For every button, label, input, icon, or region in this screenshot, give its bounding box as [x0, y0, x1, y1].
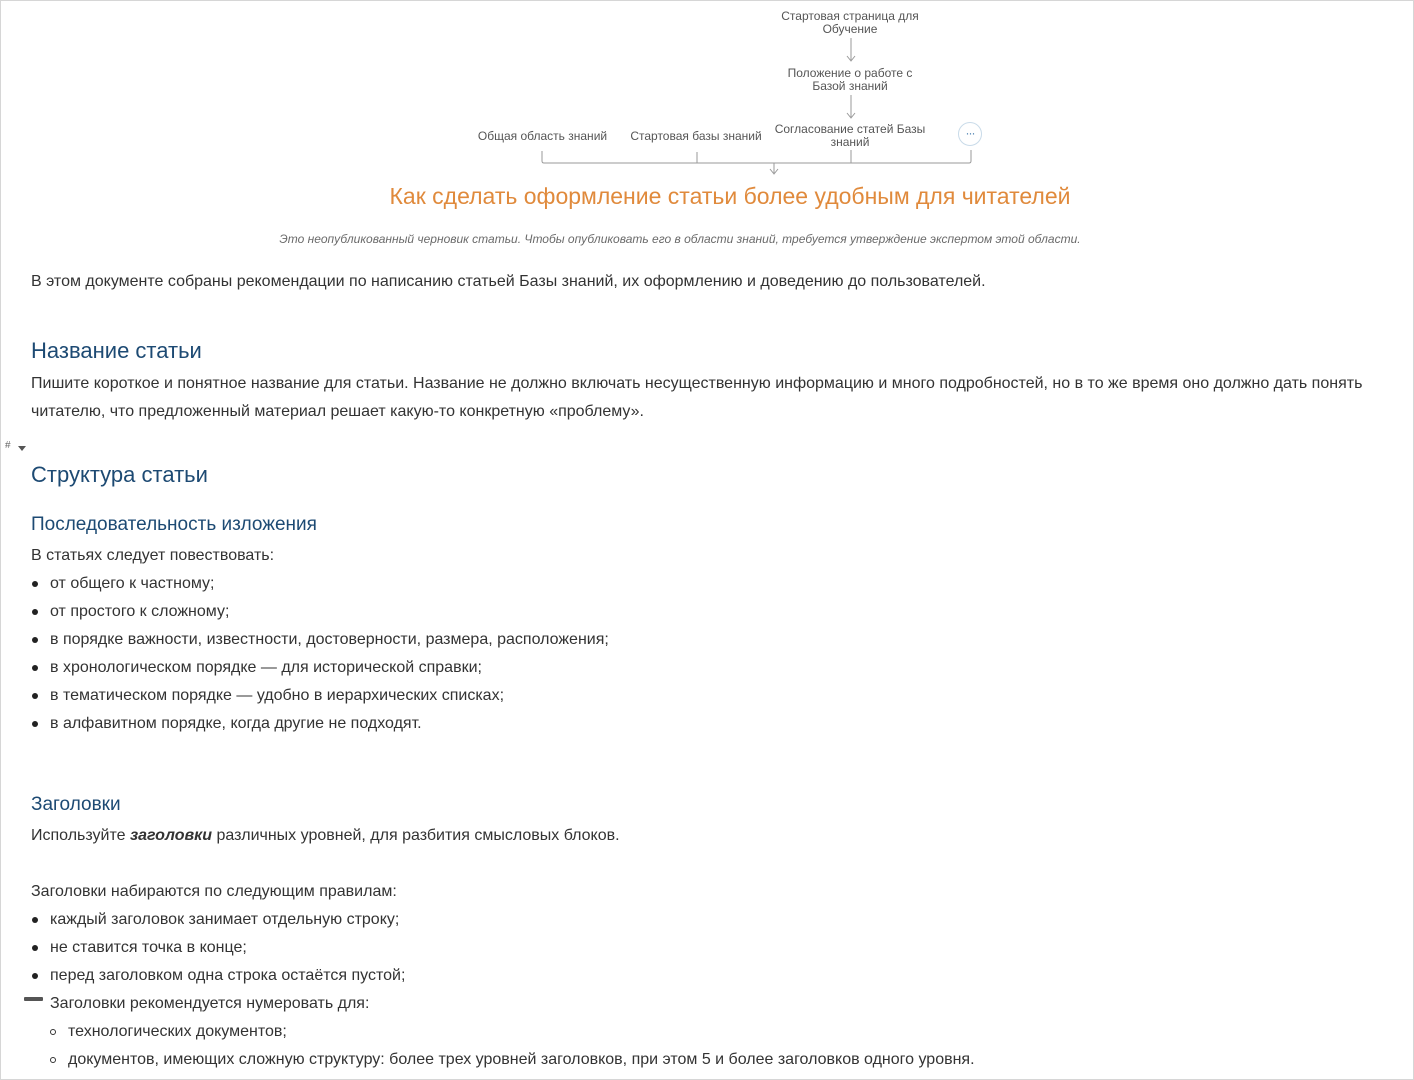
headings-usage-paragraph: Используйте заголовки различных уровней, для разбития смысловых блоков. [31, 827, 620, 844]
list-item: в алфавитном порядке, когда другие не подходят. [31, 710, 1406, 738]
bullet-icon [32, 945, 38, 951]
draft-notice: Это неопубликованный черновик статьи. Чтобы опубликовать его в области знаний, требуется утверждение экспертом этой области. [279, 232, 1081, 246]
collapse-caret-icon[interactable] [18, 446, 26, 451]
circle-bullet-icon [50, 1057, 56, 1063]
breadcrumb-kb-regulation[interactable]: Положение о работе с Базой знаний [787, 66, 913, 93]
bullet-icon [32, 693, 38, 699]
list-item: не ставится точка в конце; [31, 934, 1406, 962]
headings-rules-list [31, 906, 1406, 1074]
bullet-icon [32, 637, 38, 643]
bullet-icon [32, 917, 38, 923]
more-breadcrumbs-button[interactable]: ··· [958, 122, 982, 146]
list-item: Заголовки рекомендуется нумеровать для: [50, 995, 370, 1012]
breadcrumb-start-page-learning[interactable]: Стартовая страница для Обучение [781, 9, 919, 36]
heading-article-name: Название статьи [31, 338, 202, 363]
article-name-paragraph: Пишите короткое и понятное название для статьи. Название не должно включать несущественную информацию и много подробностей, но в то же время оно должно дать понять читателю, что предложенный материал решает какую-то конкретную «проблему». [31, 375, 1363, 420]
bullet-icon [32, 609, 38, 615]
bullet-icon [32, 581, 38, 587]
sub-list-item: документов, имеющих сложную структуру: более трех уровней заголовков, при этом 5 и более заголовков одного уровня. [31, 1046, 1406, 1074]
article-body [31, 268, 1406, 1074]
anchor-link-icon[interactable]: # [5, 440, 11, 451]
circle-bullet-icon [50, 1029, 56, 1035]
list-item: в хронологическом порядке — для исторической справки; [31, 654, 1406, 682]
list-item: в порядке важности, известности, достоверности, размера, расположения; [31, 626, 1406, 654]
heading-headings: Заголовки [31, 794, 121, 815]
sub-list-item: технологических документов; [31, 1018, 1406, 1046]
emphasis-headings: заголовки [129, 827, 213, 844]
list-item: от простого к сложному; [31, 598, 1406, 626]
list-item: перед заголовком одна строка остаётся пустой; [31, 962, 1406, 990]
list-item: в тематическом порядке — удобно в иерархических списках; [31, 682, 1406, 710]
heading-article-structure: Структура статьи [31, 462, 208, 487]
heading-sequence: Последовательность изложения [31, 514, 317, 535]
bullet-icon [32, 665, 38, 671]
sequence-list [31, 570, 1406, 738]
breadcrumb-kb-start[interactable]: Стартовая базы знаний [630, 129, 762, 143]
breadcrumb-general-area[interactable]: Общая область знаний [477, 129, 608, 143]
breadcrumb-tree-lines [0, 0, 1414, 180]
bullet-icon [32, 973, 38, 979]
headings-rules-lead: Заголовки набираются по следующим правилам: [31, 883, 397, 900]
list-item: от общего к частному; [31, 570, 1406, 598]
list-item: каждый заголовок занимает отдельную строку; [31, 906, 1406, 934]
article-title: Как сделать оформление статьи более удобным для читателей [389, 183, 1071, 209]
bullet-icon [32, 721, 38, 727]
sequence-lead: В статьях следует повествовать: [31, 547, 275, 564]
breadcrumb-kb-approval[interactable]: Согласование статей Базы знаний [774, 122, 926, 149]
intro-paragraph: В этом документе собраны рекомендации по написанию статьей Базы знаний, их оформлению и доведению до пользователей. [31, 273, 986, 290]
